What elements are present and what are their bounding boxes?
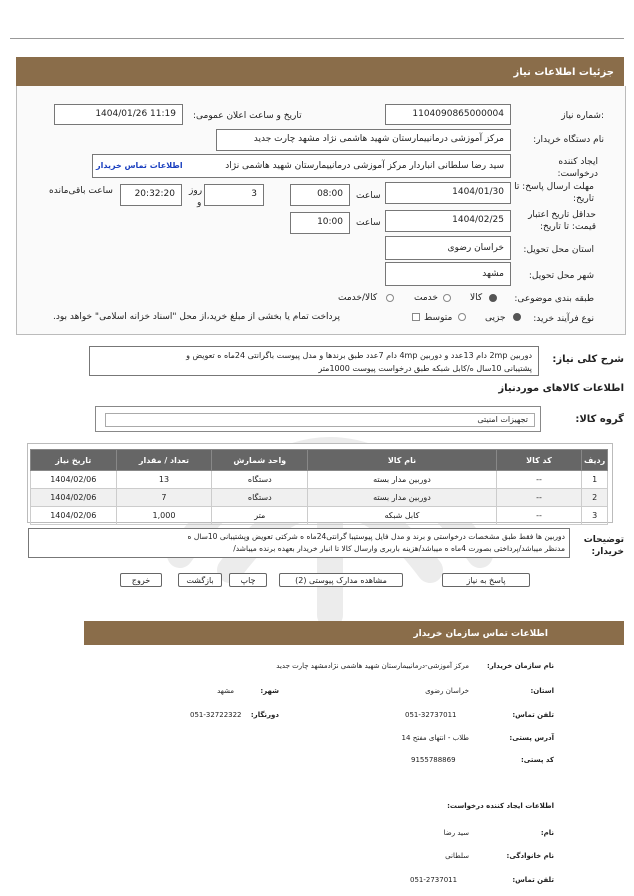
deadline-date-field: 1404/01/30	[385, 182, 511, 204]
treasury-payment-note: پرداخت تمام یا بخشی از مبلغ خرید،از محل "اسناد خزانه اسلامی" خواهد بود.	[53, 312, 341, 322]
deadline-label-2: تاریخ:	[573, 194, 594, 204]
col-code: کد کالا	[496, 450, 582, 471]
cell-date: 1404/02/06	[31, 489, 117, 507]
cell-unit: دستگاه	[212, 489, 308, 507]
cell-code: --	[496, 489, 582, 507]
cell-row: 1	[582, 471, 608, 489]
goods-group-box	[95, 406, 541, 432]
category-radio-goods[interactable]	[489, 294, 497, 302]
buyer-field: مرکز آموزشی درمانییمارستان شهید هاشمی نژاد مشهد چارت جدید	[216, 129, 511, 151]
process-radio-medium[interactable]	[458, 313, 466, 321]
city-label: شهر محل تحویل:	[528, 271, 594, 281]
province-label: استان محل تحویل:	[523, 245, 594, 255]
creator-label-2: درخواست:	[557, 169, 598, 179]
category-label: طبقه بندی موضوعی:	[514, 294, 594, 304]
cell-date: 1404/02/06	[31, 471, 117, 489]
col-unit: واحد شمارش	[212, 450, 308, 471]
cell-row: 2	[582, 489, 608, 507]
creator-value: سید رضا سلطانی انباردار مرکز آموزشی درمانییمارستان شهید هاشمی نژاد	[225, 161, 504, 171]
exit-button[interactable]: خروج	[120, 573, 162, 587]
treasury-checkbox[interactable]	[412, 313, 420, 321]
process-label: نوع فرآیند خرید:	[533, 314, 594, 324]
validity-time-field: 10:00	[290, 212, 350, 234]
deadline-time-label: ساعت	[356, 191, 381, 201]
remaining-label: ساعت باقی‌مانده	[49, 186, 113, 196]
address-label: آدرس پستی:	[509, 734, 554, 742]
creator-phone-value: 051-2737011	[410, 876, 458, 884]
days-label: روز	[189, 186, 203, 196]
goods-section-title: اطلاعات کالاهای موردنیاز	[498, 383, 624, 394]
deadline-label-1: مهلت ارسال پاسخ: تا	[514, 182, 594, 192]
category-option-goods: کالا	[470, 293, 483, 303]
buyer-contact-link[interactable]: اطلاعات تماس خریدار	[96, 161, 183, 170]
cell-row: 3	[582, 507, 608, 525]
summary-box	[89, 346, 539, 376]
cell-qty: 7	[116, 489, 212, 507]
address-value: طلاب - انتهای مفتح 14	[401, 734, 469, 742]
cell-date: 1404/02/06	[31, 507, 117, 525]
top-divider	[10, 38, 624, 39]
attachments-button[interactable]: مشاهده مدارک پیوستی (2)	[279, 573, 403, 587]
org-value: مرکز آموزشی-درمانییمارستان شهید هاشمی نژادمشهد چارت جدید	[276, 662, 469, 670]
cell-unit: دستگاه	[212, 471, 308, 489]
creator-phone-label: تلفن تماس:	[512, 876, 554, 884]
category-option-service: خدمت	[414, 293, 438, 303]
need-details-header	[16, 57, 624, 86]
name-label: نام:	[540, 829, 554, 837]
buyer-label: نام دستگاه خریدار:	[533, 135, 604, 145]
cell-name: کابل شبکه	[308, 507, 497, 525]
summary-line-2: پشتیبانی 10سال ه/کابل شبکه طبق درخواست پیوست 1000متر	[318, 364, 532, 373]
days-suffix: و	[197, 198, 202, 208]
table-row	[31, 507, 608, 525]
cell-qty: 1,000	[116, 507, 212, 525]
family-label: نام خانوادگی:	[506, 852, 554, 860]
remaining-time-field: 20:32:20	[120, 184, 182, 206]
goods-table	[30, 449, 608, 525]
back-button[interactable]: بازگشت	[178, 573, 222, 587]
creator-label-1: ایجاد کننده	[558, 157, 598, 167]
cell-name: دوربین مدار بسته	[308, 471, 497, 489]
category-radio-service[interactable]	[443, 294, 451, 302]
buyer-notes-line-2: مدنظر میباشد/پرداختی بصورت 4ماه ه میباشد/هزینه باربری وارسال کالا تا انبار خریدار بعهده برنده میباشد/	[233, 544, 565, 553]
phone-value: 051-32737011	[405, 711, 457, 719]
table-row	[31, 489, 608, 507]
name-value: سید رضا	[443, 829, 469, 837]
process-option-medium: متوسط	[424, 313, 453, 323]
family-value: سلطانی	[445, 852, 469, 860]
province-contact-label: استان:	[530, 687, 554, 695]
deadline-time-field: 08:00	[290, 184, 350, 206]
cell-code: --	[496, 507, 582, 525]
category-radio-both[interactable]	[386, 294, 394, 302]
cell-name: دوربین مدار بسته	[308, 489, 497, 507]
province-contact-value: خراسان رضوی	[425, 687, 469, 695]
need-number-label: شماره نیاز:	[561, 111, 604, 121]
org-label: نام سازمان خریدار:	[486, 662, 554, 670]
process-option-minor: جزیی	[485, 313, 506, 323]
print-button[interactable]: چاپ	[229, 573, 267, 587]
announce-date-label: تاریخ و ساعت اعلان عمومی:	[193, 111, 302, 121]
phone-label: تلفن تماس:	[512, 711, 554, 719]
cell-code: --	[496, 471, 582, 489]
announce-date-field: 1404/01/26 11:19	[54, 104, 183, 125]
need-number-field: 1104090865000004	[385, 104, 511, 125]
cell-qty: 13	[116, 471, 212, 489]
validity-label-1: حداقل تاریخ اعتبار	[528, 210, 596, 220]
postal-label: کد پستی:	[520, 756, 554, 764]
buyer-notes-line-1: دوربین ها فقط طبق مشخصات درخواستی و برند و مدل فایل پیوستیبا گرانتی24ماه ه شرکتی تعویض وپشتیبانی 10سال ه	[187, 532, 565, 541]
col-row: ردیف	[582, 450, 608, 471]
summary-label: شرح کلی نیاز:	[552, 354, 624, 365]
buyer-notes-label-2: خریدار:	[591, 547, 624, 557]
col-qty: تعداد / مقدار	[116, 450, 212, 471]
summary-line-1: دوربین 2mp دام 13عدد و دوربین 4mp دام 7عدد طبق برندها و مدل پیوست باگرانتی 24ماه ه تعویض و	[186, 351, 532, 360]
postal-value: 9155788869	[411, 756, 456, 764]
validity-date-field: 1404/02/25	[385, 210, 511, 232]
goods-group-value: تجهیزات امنیتی	[105, 413, 535, 427]
buyer-notes-box	[28, 528, 570, 558]
fax-value: 051-32722322	[190, 711, 242, 719]
need-details-title: جزئیات اطلاعات نیاز	[513, 67, 614, 78]
validity-time-label: ساعت	[356, 218, 381, 228]
col-name: نام کالا	[308, 450, 497, 471]
city-contact-label: شهر:	[260, 687, 279, 695]
buyer-contact-title: اطلاعات تماس سازمان خریدار	[413, 629, 548, 639]
goods-group-label: گروه کالا:	[575, 414, 624, 425]
city-field: مشهد	[385, 262, 511, 286]
table-row	[31, 471, 608, 489]
category-option-both: کالا/خدمت	[338, 293, 378, 303]
col-date: تاریخ نیاز	[31, 450, 117, 471]
city-contact-value: مشهد	[217, 687, 234, 695]
reply-button[interactable]: پاسخ به نیاز	[442, 573, 530, 587]
creator-info-title: اطلاعات ایجاد کننده درخواست:	[447, 802, 554, 810]
days-field: 3	[204, 184, 264, 206]
buyer-contact-header	[84, 621, 624, 645]
buyer-notes-label-1: توضیحات	[583, 535, 624, 545]
cell-unit: متر	[212, 507, 308, 525]
validity-label-2: قیمت: تا تاریخ:	[540, 222, 596, 232]
fax-label: دورنگار:	[250, 711, 279, 719]
province-field: خراسان رضوی	[385, 236, 511, 260]
process-radio-minor[interactable]	[513, 313, 521, 321]
